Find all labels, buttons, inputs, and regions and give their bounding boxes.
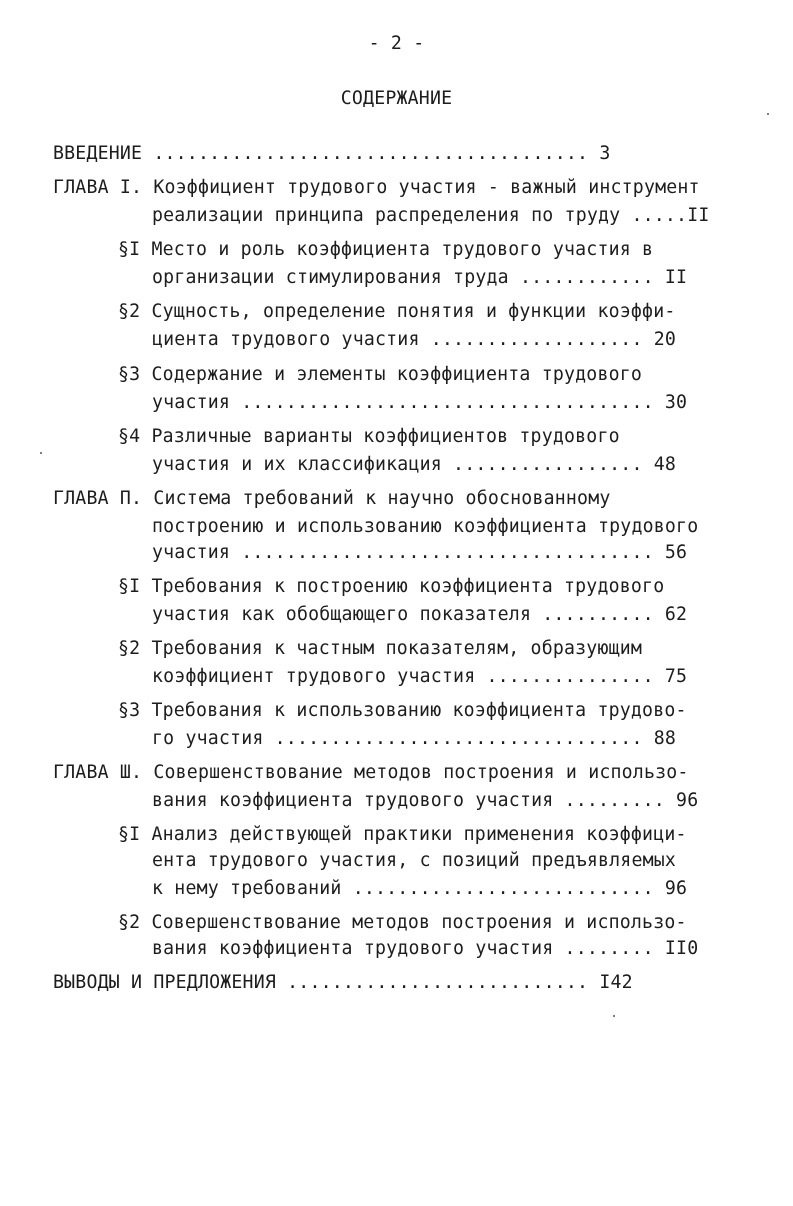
toc-ch3-section-1-cont-2: к нему требований ........................... 96	[152, 878, 688, 899]
toc-title: СОДЕРЖАНИЕ	[340, 88, 453, 109]
toc-ch2-section-1: §I Требования к построению коэффициента трудового	[118, 576, 665, 597]
toc-chapter-3-title-cont: вания коэффициента трудового участия ......... 96	[152, 790, 699, 811]
scan-speck	[40, 452, 42, 454]
toc-ch1-section-2: §2 Сущность, определение понятия и функции коэффи-	[118, 301, 676, 322]
toc-ch2-section-2-cont: коэффициент трудового участия ............... 75	[152, 666, 688, 687]
toc-conclusions: ВЫВОДЫ И ПРЕДЛОЖЕНИЯ ........................... I42	[53, 972, 633, 993]
toc-ch1-section-3: §3 Содержание и элементы коэффициента трудового	[118, 364, 643, 385]
toc-ch3-section-2-cont: вания коэффициента трудового участия ........ II0	[152, 938, 699, 959]
toc-chapter-2-title: ГЛАВА П. Система требований к научно обоснованному	[53, 488, 611, 509]
toc-ch1-section-4: §4 Различные варианты коэффициентов трудового	[118, 426, 620, 447]
toc-chapter-2-title-cont-2: участия ..................................... 56	[152, 542, 688, 563]
scan-speck	[767, 113, 769, 115]
scan-speck	[613, 1015, 615, 1017]
toc-ch3-section-1-cont: ента трудового участия, с позиций предъявляемых	[152, 850, 677, 871]
toc-ch1-section-3-cont: участия ..................................... 30	[152, 392, 688, 413]
toc-introduction: ВВЕДЕНИЕ ....................................... 3	[53, 143, 611, 164]
toc-ch1-section-1-cont: организации стимулирования труда ............ II	[152, 267, 688, 288]
page-number: - 2 -	[368, 33, 425, 54]
toc-ch2-section-1-cont: участия как обобщающего показателя .......... 62	[152, 604, 688, 625]
toc-chapter-3-title: ГЛАВА Ш. Совершенствование методов построения и использо-	[53, 762, 689, 783]
toc-ch1-section-2-cont: циента трудового участия ................... 20	[152, 329, 677, 350]
toc-chapter-1-title: ГЛАВА I. Коэффициент трудового участия - важный инструмент	[53, 177, 700, 198]
toc-ch2-section-3: §3 Требования к использованию коэффициента трудово-	[118, 700, 687, 721]
toc-ch3-section-1: §I Анализ действующей практики применения коэффици-	[118, 824, 687, 845]
toc-ch1-section-4-cont: участия и их классификация ................. 48	[152, 454, 677, 475]
toc-chapter-2-title-cont: построению и использованию коэффициента трудового	[152, 516, 699, 537]
toc-ch2-section-2: §2 Требования к частным показателям, образующим	[118, 638, 643, 659]
toc-ch3-section-2: §2 Совершенствование методов построения и использо-	[118, 912, 687, 933]
toc-ch1-section-1: §I Место и роль коэффициента трудового участия в	[118, 239, 654, 260]
toc-ch2-section-3-cont: го участия ................................. 88	[152, 728, 677, 749]
toc-chapter-1-title-cont: реализации принципа распределения по труду .....II	[152, 205, 710, 226]
